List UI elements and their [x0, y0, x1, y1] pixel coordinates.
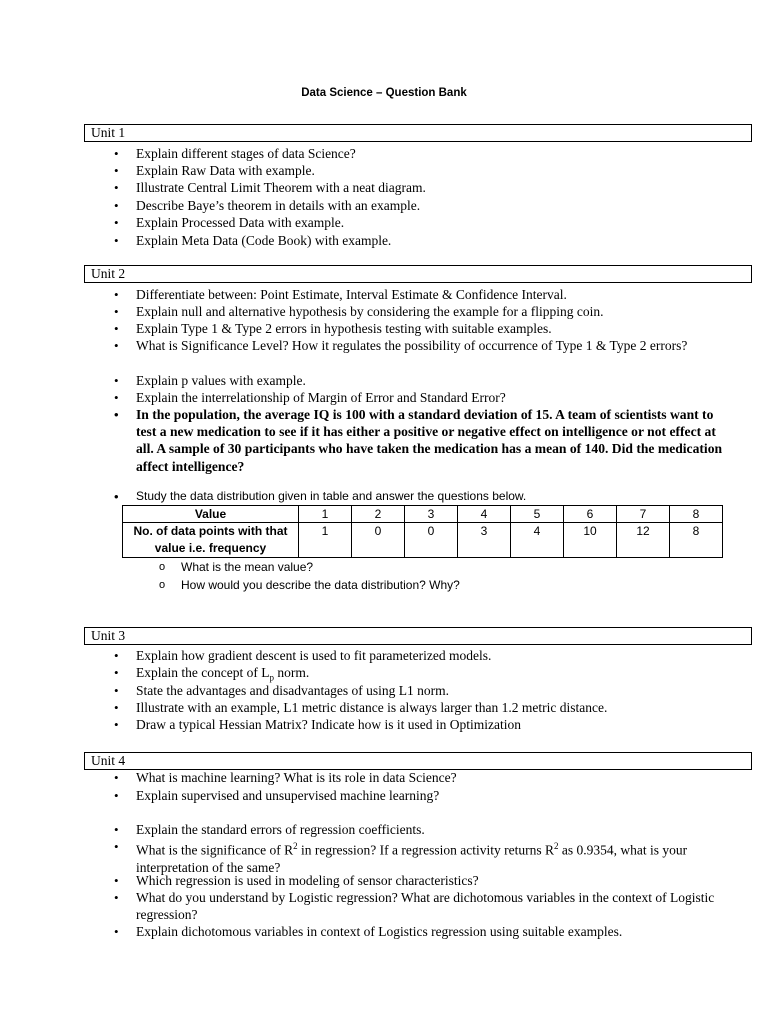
table-cell: 1 — [299, 523, 352, 558]
unit-1-question: • Explain Meta Data (Code Book) with example. — [136, 232, 736, 249]
unit-1-question: • Explain Raw Data with example. — [136, 162, 736, 179]
unit-2-question: • Differentiate between: Point Estimate, Interval Estimate & Confidence Interval. — [136, 286, 736, 303]
unit-2-question: • What is Significance Level? How it regulates the possibility of occurrence of Type 1 & Type 2 errors? — [136, 337, 736, 354]
unit-4-header: Unit 4 — [84, 752, 752, 770]
table-cell: 2 — [352, 506, 405, 523]
table-cell: 6 — [564, 506, 617, 523]
table-cell: 4 — [458, 506, 511, 523]
unit-2-question: • Explain Type 1 & Type 2 errors in hypothesis testing with suitable examples. — [136, 320, 736, 337]
unit-4-question: • What is machine learning? What is its role in data Science? — [136, 769, 736, 786]
data-distribution-table — [122, 505, 723, 558]
unit-4-question: • What is the significance of $R^2$ in regression? If a regression activity returns $R^2$ as 0.9354, what is your interpretation of the same? — [136, 838, 736, 876]
unit-3-question: • Illustrate with an example, L1 metric distance is always larger than 1.2 metric distance. — [136, 699, 736, 716]
table-cell: 0 — [352, 523, 405, 558]
table-header-value: Value — [123, 506, 299, 523]
unit-3-header: Unit 3 — [84, 627, 752, 645]
table-cell: 3 — [458, 523, 511, 558]
unit-3-question: • Draw a typical Hessian Matrix? Indicate how is it used in Optimization — [136, 716, 736, 733]
table-cell: 7 — [617, 506, 670, 523]
unit-4-question: • Which regression is used in modeling of sensor characteristics? — [136, 872, 736, 889]
unit-2-question-table-intro: • Study the data distribution given in table and answer the questions below. — [136, 488, 736, 505]
unit-2-question: • Explain null and alternative hypothesis by considering the example for a flipping coin. — [136, 303, 736, 320]
unit-2-subquestion: o What is the mean value? — [181, 559, 313, 575]
unit-1-question: • Illustrate Central Limit Theorem with a neat diagram. — [136, 179, 736, 196]
table-header-frequency: No. of data points with that value i.e. frequency — [123, 523, 299, 558]
table-cell: 1 — [299, 506, 352, 523]
unit-3-question: • State the advantages and disadvantages of using L1 norm. — [136, 682, 736, 699]
unit-1-question: • Describe Baye’s theorem in details with an example. — [136, 197, 736, 214]
unit-4-question: • What do you understand by Logistic regression? What are dichotomous variables in the context of Logistic regression? — [136, 889, 736, 923]
unit-4-question: • Explain supervised and unsupervised machine learning? — [136, 787, 736, 804]
table-cell: 5 — [511, 506, 564, 523]
page-title: Data Science – Question Bank — [301, 87, 467, 99]
unit-2-question: • Explain p values with example. — [136, 372, 736, 389]
table-cell: 8 — [670, 506, 723, 523]
table-cell: 10 — [564, 523, 617, 558]
unit-2-subquestion: o How would you describe the data distribution? Why? — [181, 577, 460, 593]
unit-2-question-iq-problem: • In the population, the average IQ is 100 with a standard deviation of 15. A team of scientists want to test a new medication to see if it has either a positive or negative effect on intelligence or not effect at all. A sample of 30 participants who have taken the medication has a mean of 140. Did the medication affect intelligence? — [136, 406, 736, 475]
unit-3-question: • Explain the concept of $L_p$ norm. — [136, 664, 736, 687]
table-cell: 8 — [670, 523, 723, 558]
unit-1-question: • Explain different stages of data Science? — [136, 145, 736, 162]
unit-2-question: • Explain the interrelationship of Margin of Error and Standard Error? — [136, 389, 736, 406]
table-cell: 3 — [405, 506, 458, 523]
unit-3-question: • Explain how gradient descent is used to fit parameterized models. — [136, 647, 736, 664]
table-cell: 4 — [511, 523, 564, 558]
unit-4-question: • Explain dichotomous variables in context of Logistics regression using suitable examples. — [136, 923, 736, 940]
table-cell: 0 — [405, 523, 458, 558]
unit-2-header: Unit 2 — [84, 265, 752, 283]
unit-1-question: • Explain Processed Data with example. — [136, 214, 736, 231]
unit-4-question: • Explain the standard errors of regression coefficients. — [136, 821, 736, 838]
table-cell: 12 — [617, 523, 670, 558]
unit-1-header: Unit 1 — [84, 124, 752, 142]
